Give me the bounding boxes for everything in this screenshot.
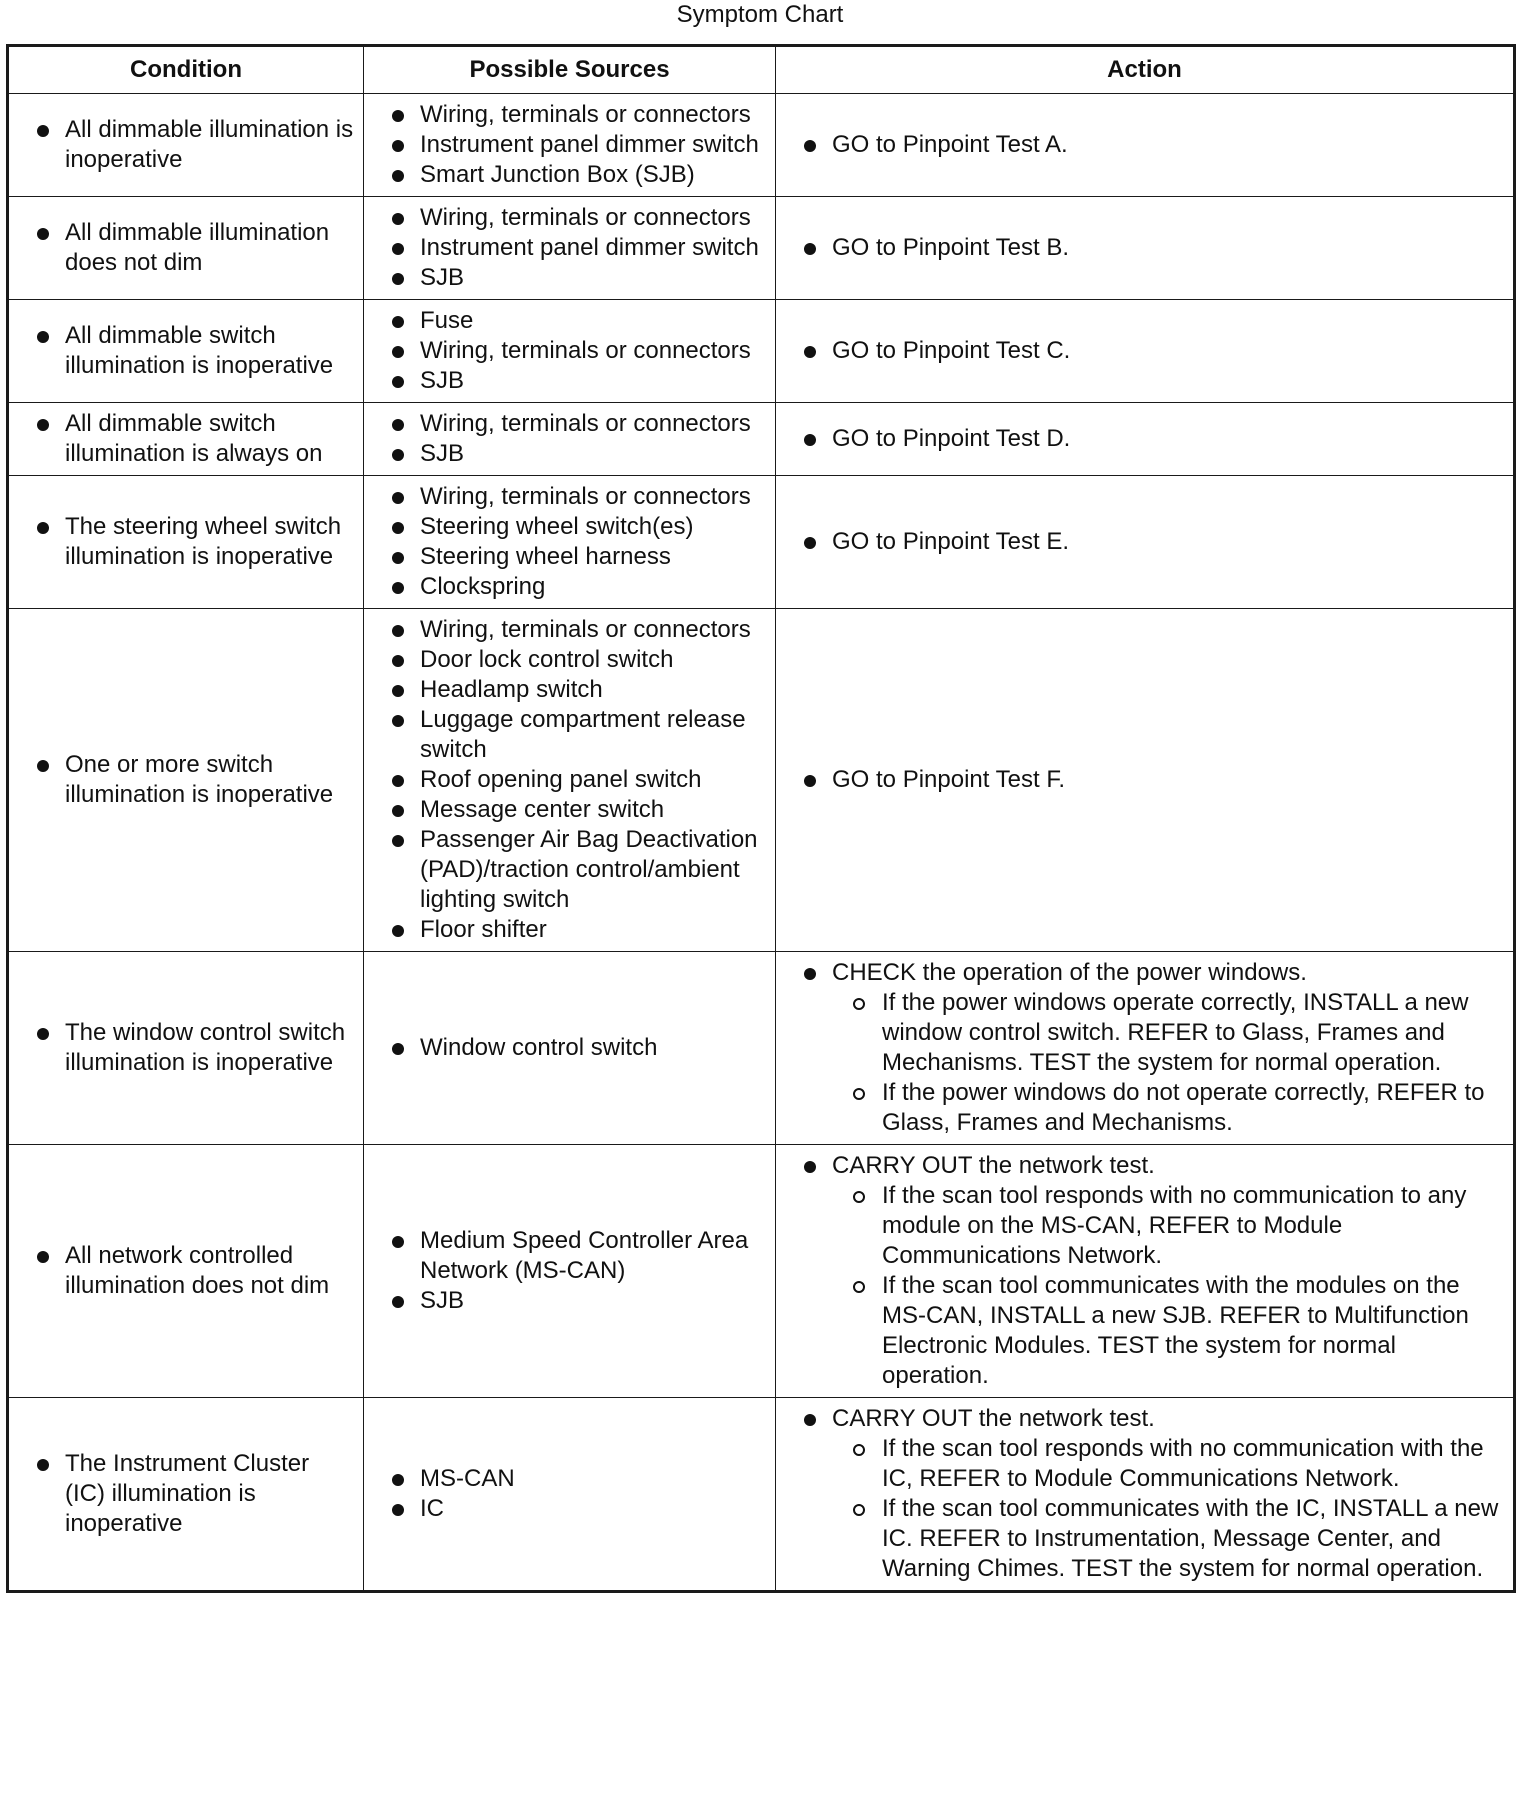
table-row bbox=[8, 609, 1515, 952]
action-item bbox=[784, 336, 1505, 366]
action-sub-item: If the scan tool communicates with the IC, INSTALL a new IC. REFER to Instrumentation, Message Center, and Warning Chimes. TEST the system for normal operation. bbox=[832, 1494, 1505, 1584]
table-row bbox=[8, 476, 1515, 609]
action-text: CHECK the operation of the power windows. bbox=[832, 959, 1307, 986]
condition-cell bbox=[8, 300, 364, 403]
condition-text: One or more switch illumination is inoperative bbox=[17, 750, 355, 810]
sources-cell bbox=[364, 403, 776, 476]
condition-cell bbox=[8, 952, 364, 1145]
condition-cell bbox=[8, 1145, 364, 1398]
condition-text: The steering wheel switch illumination is inoperative bbox=[17, 512, 355, 572]
action-sub-item: If the scan tool responds with no communication with the IC, REFER to Module Communications Network. bbox=[832, 1434, 1505, 1494]
symptom-chart-table bbox=[6, 44, 1516, 1593]
action-text: GO to Pinpoint Test C. bbox=[832, 337, 1071, 364]
action-sub-item: If the power windows operate correctly, INSTALL a new window control switch. REFER to Glass, Frames and Mechanisms. TEST the system for normal operation. bbox=[832, 988, 1505, 1078]
action-item bbox=[784, 130, 1505, 160]
condition-cell bbox=[8, 197, 364, 300]
action-text: CARRY OUT the network test. bbox=[832, 1405, 1155, 1432]
header-condition: Condition bbox=[8, 46, 364, 94]
action-item bbox=[784, 233, 1505, 263]
sources-cell bbox=[364, 94, 776, 197]
source-item: Wiring, terminals or connectors bbox=[372, 203, 767, 233]
source-item: Passenger Air Bag Deactivation (PAD)/traction control/ambient lighting switch bbox=[372, 825, 767, 915]
action-cell bbox=[776, 952, 1515, 1145]
condition-text: All network controlled illumination does not dim bbox=[17, 1241, 355, 1301]
action-sub-item: If the scan tool responds with no communication to any module on the MS-CAN, REFER to Module Communications Network. bbox=[832, 1181, 1505, 1271]
action-cell bbox=[776, 197, 1515, 300]
action-text: GO to Pinpoint Test A. bbox=[832, 131, 1068, 158]
source-item: Smart Junction Box (SJB) bbox=[372, 160, 767, 190]
sources-cell bbox=[364, 476, 776, 609]
action-text: GO to Pinpoint Test E. bbox=[832, 528, 1070, 555]
condition-cell bbox=[8, 1398, 364, 1592]
header-action: Action bbox=[776, 46, 1515, 94]
sources-cell bbox=[364, 609, 776, 952]
action-cell bbox=[776, 300, 1515, 403]
action-item bbox=[784, 424, 1505, 454]
table-row bbox=[8, 300, 1515, 403]
source-item: Wiring, terminals or connectors bbox=[372, 615, 767, 645]
sources-cell bbox=[364, 952, 776, 1145]
condition-text: The window control switch illumination is inoperative bbox=[17, 1018, 355, 1078]
source-item: SJB bbox=[372, 1286, 767, 1316]
source-item: Steering wheel switch(es) bbox=[372, 512, 767, 542]
condition-cell bbox=[8, 94, 364, 197]
sources-cell bbox=[364, 197, 776, 300]
table-row bbox=[8, 1398, 1515, 1592]
action-cell bbox=[776, 476, 1515, 609]
action-cell bbox=[776, 1145, 1515, 1398]
action-item bbox=[784, 765, 1505, 795]
source-item: Instrument panel dimmer switch bbox=[372, 130, 767, 160]
condition-text: The Instrument Cluster (IC) illumination is inoperative bbox=[17, 1449, 355, 1539]
table-row bbox=[8, 403, 1515, 476]
action-cell bbox=[776, 403, 1515, 476]
action-text: CARRY OUT the network test. bbox=[832, 1152, 1155, 1179]
source-item: Wiring, terminals or connectors bbox=[372, 409, 767, 439]
table-row bbox=[8, 197, 1515, 300]
condition-cell bbox=[8, 403, 364, 476]
source-item: Message center switch bbox=[372, 795, 767, 825]
sources-cell bbox=[364, 1398, 776, 1592]
action-cell bbox=[776, 1398, 1515, 1592]
action-item bbox=[784, 1404, 1505, 1584]
action-item bbox=[784, 1151, 1505, 1391]
action-item bbox=[784, 527, 1505, 557]
sources-cell bbox=[364, 1145, 776, 1398]
condition-cell bbox=[8, 609, 364, 952]
page-title: Symptom Chart bbox=[676, 1, 844, 28]
action-text: GO to Pinpoint Test D. bbox=[832, 425, 1071, 452]
source-item: Roof opening panel switch bbox=[372, 765, 767, 795]
source-item: Wiring, terminals or connectors bbox=[372, 336, 767, 366]
action-sub-item: If the scan tool communicates with the modules on the MS-CAN, INSTALL a new SJB. REFER to Multifunction Electronic Modules. TEST the system for normal operation. bbox=[832, 1271, 1505, 1391]
source-item: Wiring, terminals or connectors bbox=[372, 482, 767, 512]
action-cell bbox=[776, 609, 1515, 952]
sources-cell bbox=[364, 300, 776, 403]
table-row bbox=[8, 952, 1515, 1145]
source-item: Steering wheel harness bbox=[372, 542, 767, 572]
table-row bbox=[8, 1145, 1515, 1398]
condition-text: All dimmable illumination is inoperative bbox=[17, 115, 355, 175]
condition-cell bbox=[8, 476, 364, 609]
source-item: Headlamp switch bbox=[372, 675, 767, 705]
source-item: SJB bbox=[372, 366, 767, 396]
action-item bbox=[784, 958, 1505, 1138]
source-item: Wiring, terminals or connectors bbox=[372, 100, 767, 130]
action-text: GO to Pinpoint Test B. bbox=[832, 234, 1070, 261]
source-item: Luggage compartment release switch bbox=[372, 705, 767, 765]
source-item: Floor shifter bbox=[372, 915, 767, 945]
source-item: Medium Speed Controller Area Network (MS-CAN) bbox=[372, 1226, 767, 1286]
action-cell bbox=[776, 94, 1515, 197]
header-row bbox=[8, 46, 1515, 94]
source-item: Clockspring bbox=[372, 572, 767, 602]
source-item: IC bbox=[372, 1494, 767, 1524]
source-item: SJB bbox=[372, 439, 767, 469]
condition-text: All dimmable switch illumination is inoperative bbox=[17, 321, 355, 381]
source-item: Window control switch bbox=[372, 1033, 767, 1063]
header-possible-sources: Possible Sources bbox=[364, 46, 776, 94]
source-item: SJB bbox=[372, 263, 767, 293]
source-item: MS-CAN bbox=[372, 1464, 767, 1494]
source-item: Door lock control switch bbox=[372, 645, 767, 675]
source-item: Fuse bbox=[372, 306, 767, 336]
table-body bbox=[8, 94, 1515, 1592]
action-sub-item: If the power windows do not operate correctly, REFER to Glass, Frames and Mechanisms. bbox=[832, 1078, 1505, 1138]
condition-text: All dimmable illumination does not dim bbox=[17, 218, 355, 278]
source-item: Instrument panel dimmer switch bbox=[372, 233, 767, 263]
table-row bbox=[8, 94, 1515, 197]
action-text: GO to Pinpoint Test F. bbox=[832, 766, 1066, 793]
condition-text: All dimmable switch illumination is always on bbox=[17, 409, 355, 469]
